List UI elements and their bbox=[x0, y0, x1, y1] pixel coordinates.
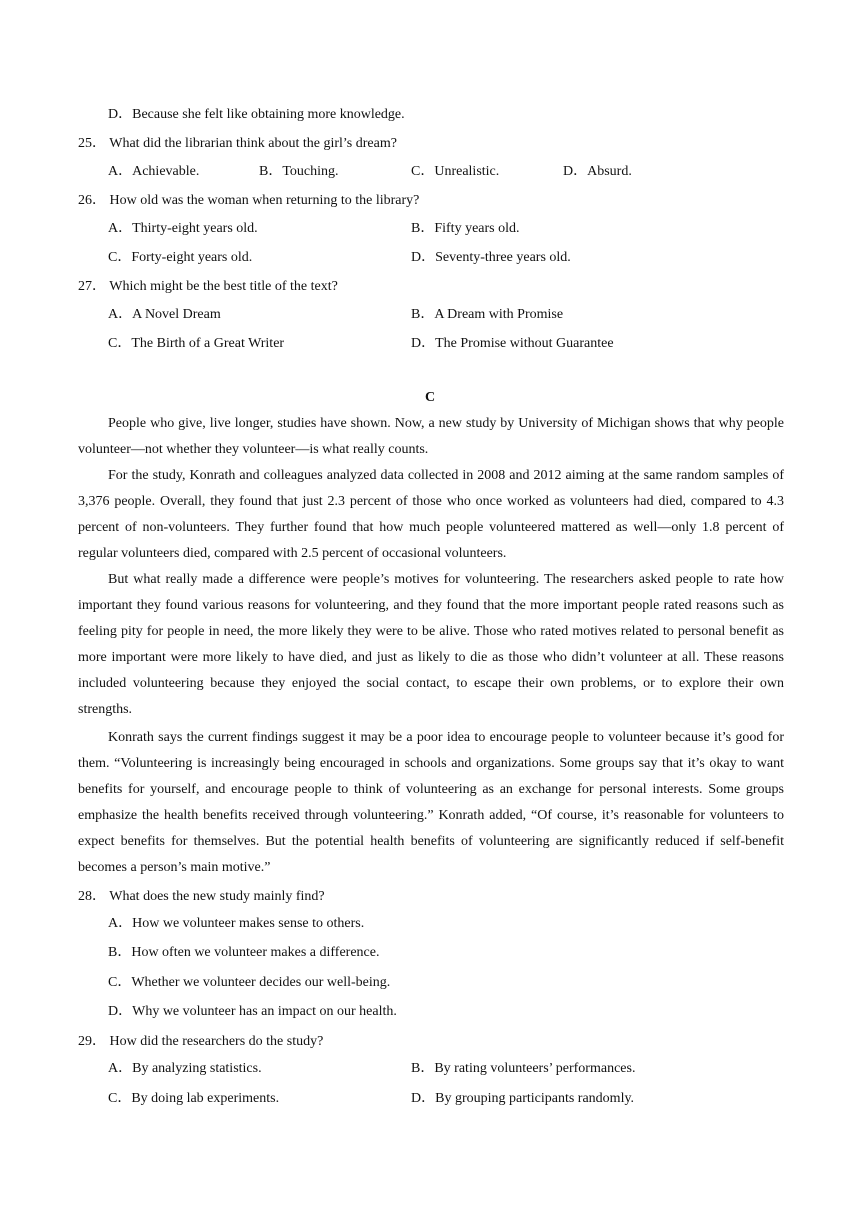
q29-option-c: C．By doing lab experiments. bbox=[108, 1091, 280, 1106]
q25-stem: 25． What did the librarian think about the girl’s dream? bbox=[78, 136, 397, 151]
passage-paragraph-2-text: For the study, Konrath and colleagues analyzed data collected in 2008 and 2012 aiming at the same random samples of 3,376 people. Overall, they found that just 2.3 percent of those who once worked as volunteers had died, compared to 4.3 percent of non-volunteers. They further found that how much people volunteered mattered as well—only 1.8 percent of regular volunteers died, compared with 2.5 percent of occasional volunteers. bbox=[78, 468, 784, 561]
q25-option-d: D．Absurd. bbox=[563, 164, 632, 179]
q29-option-a: A．By analyzing statistics. bbox=[108, 1061, 262, 1076]
q29-option-d: D．By grouping participants randomly. bbox=[411, 1091, 635, 1106]
q27-option-b: B．A Dream with Promise bbox=[411, 307, 564, 322]
q25-option-c: C．Unrealistic. bbox=[411, 164, 500, 179]
q27-option-a: A．A Novel Dream bbox=[108, 307, 221, 322]
q28-option-c: C．Whether we volunteer decides our well-being. bbox=[108, 975, 391, 990]
q26-option-c: C．Forty-eight years old. bbox=[108, 250, 253, 265]
q27-stem: 27． Which might be the best title of the text? bbox=[78, 279, 338, 294]
passage-paragraph-2 bbox=[78, 463, 784, 567]
passage-paragraph-1 bbox=[78, 411, 784, 463]
q27-option-c: C．The Birth of a Great Writer bbox=[108, 336, 285, 351]
passage-paragraph-1-text: People who give, live longer, studies have shown. Now, a new study by University of Michigan shows that why people volunteer—not whether they volunteer—is what really counts. bbox=[78, 416, 784, 457]
passage-paragraph-4 bbox=[78, 725, 784, 881]
q24-option-d: D．Because she felt like obtaining more knowledge. bbox=[108, 107, 405, 122]
q26-option-d: D．Seventy-three years old. bbox=[411, 250, 571, 265]
q27-option-d: D．The Promise without Guarantee bbox=[411, 336, 614, 351]
q26-stem: 26． How old was the woman when returning to the library? bbox=[78, 193, 420, 208]
q26-option-b: B．Fifty years old. bbox=[411, 221, 520, 236]
q29-option-b: B．By rating volunteers’ performances. bbox=[411, 1061, 636, 1076]
q28-option-a: A．How we volunteer makes sense to others. bbox=[108, 916, 365, 931]
passage-paragraph-4-text: Konrath says the current findings suggest it may be a poor idea to encourage people to volunteer because it’s good for them. “Volunteering is increasingly being encouraged in schools and organizations. Some groups say that it’s okay to want benefits for yourself, and encourage people to think of volunteering as an exchange for personal interests. Some groups emphasize the health benefits received through volunteering.” Konrath added, “Of course, it’s reasonable for volunteers to expect benefits for themselves. But the potential health benefits of volunteering are significantly reduced if self-benefit becomes a person’s main motive.” bbox=[78, 730, 784, 875]
q28-option-d: D．Why we volunteer has an impact on our health. bbox=[108, 1004, 397, 1019]
q25-option-a: A．Achievable. bbox=[108, 164, 200, 179]
q25-option-b: B．Touching. bbox=[259, 164, 339, 179]
q26-option-a: A．Thirty-eight years old. bbox=[108, 221, 258, 236]
q29-stem: 29． How did the researchers do the study? bbox=[78, 1034, 324, 1049]
passage-paragraph-3-text: But what really made a difference were people’s motives for volunteering. The researchers asked people to rate how important they found various reasons for volunteering, and they found that the more important people rated reasons such as feeling pity for people in need, the more likely they were to be alive. Those who rated motives related to personal benefit as more important were more likely to have died, and just as likely to die as those who didn’t volunteer at all. These reasons included volunteering because they enjoyed the social contact, to escape their own problems, or to explore their own strengths. bbox=[78, 572, 784, 717]
passage-paragraph-3 bbox=[78, 567, 784, 723]
q28-option-b: B．How often we volunteer makes a difference. bbox=[108, 945, 380, 960]
q28-stem: 28． What does the new study mainly find? bbox=[78, 889, 325, 904]
section-c-heading: C bbox=[424, 390, 436, 405]
